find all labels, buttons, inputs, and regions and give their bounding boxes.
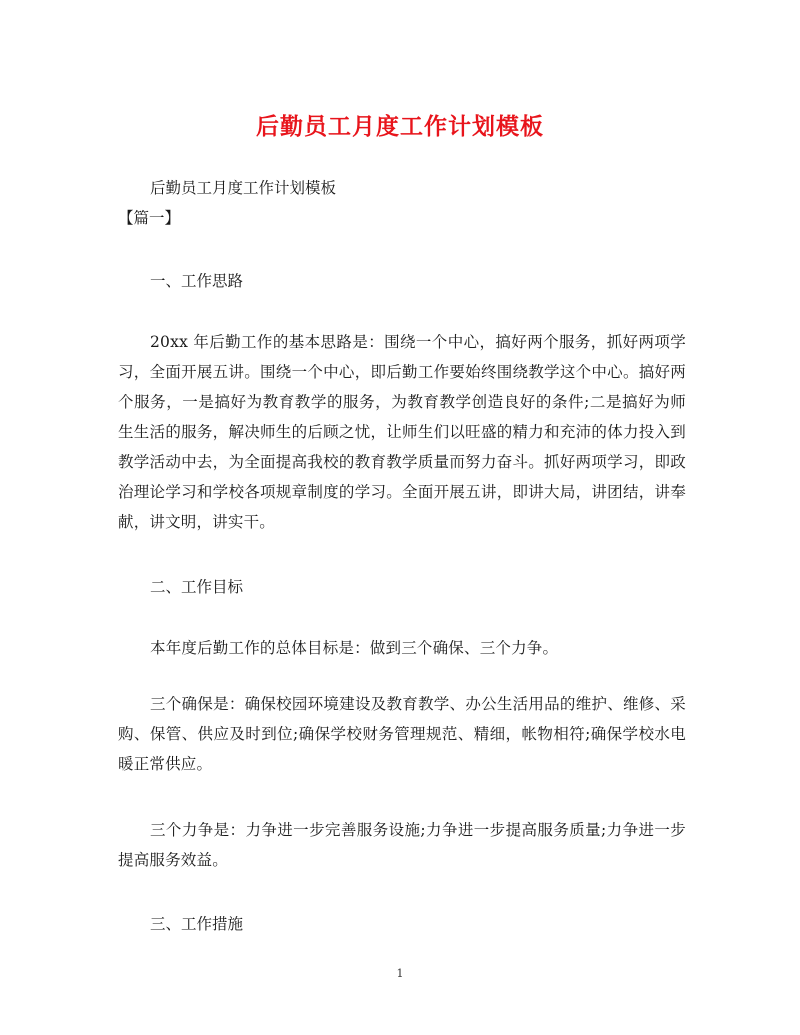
page-number: 1 [396,967,404,980]
part-label: 【篇一】 [118,209,181,227]
section-heading-1: 一、工作思路 [150,272,244,290]
section-heading-3: 三、工作措施 [150,915,244,933]
section-1-paragraph-1: 20xx 年后勤工作的基本思路是：围绕一个中心，搞好两个服务，抓好两项学习，全面开展五讲。围绕一个中心，即后勤工作要始终围绕教学这个中心。搞好两个服务，一是搞好为教育教学的服务，为教育教学创造良好的条件;二是搞好为师生生活的服务，解决师生的后顾之忧，让师生们以旺盛的精力和充沛的体力投入到教学活动中去，为全面提高我校的教育教学质量而努力奋斗。抓好两项学习，即政治理论学习和学校各项规章制度的学习。全面开展五讲，即讲大局，讲团结，讲奉献，讲文明，讲实干。 [118,333,686,531]
section-2-paragraph-1: 本年度后勤工作的总体目标是：做到三个确保、三个力争。 [150,639,559,657]
document-subtitle: 后勤员工月度工作计划模板 [150,179,337,197]
section-heading-2: 二、工作目标 [150,578,244,596]
document-title: 后勤员工月度工作计划模板 [256,113,544,140]
section-2-paragraph-2: 三个确保是：确保校园环境建设及教育教学、办公生活用品的维护、维修、采购、保管、供应及时到位;确保学校财务管理规范、精细，帐物相符;确保学校水电暖正常供应。 [118,695,686,773]
section-2-paragraph-3: 三个力争是：力争进一步完善服务设施;力争进一步提高服务质量;力争进一步提高服务效益。 [118,821,686,869]
